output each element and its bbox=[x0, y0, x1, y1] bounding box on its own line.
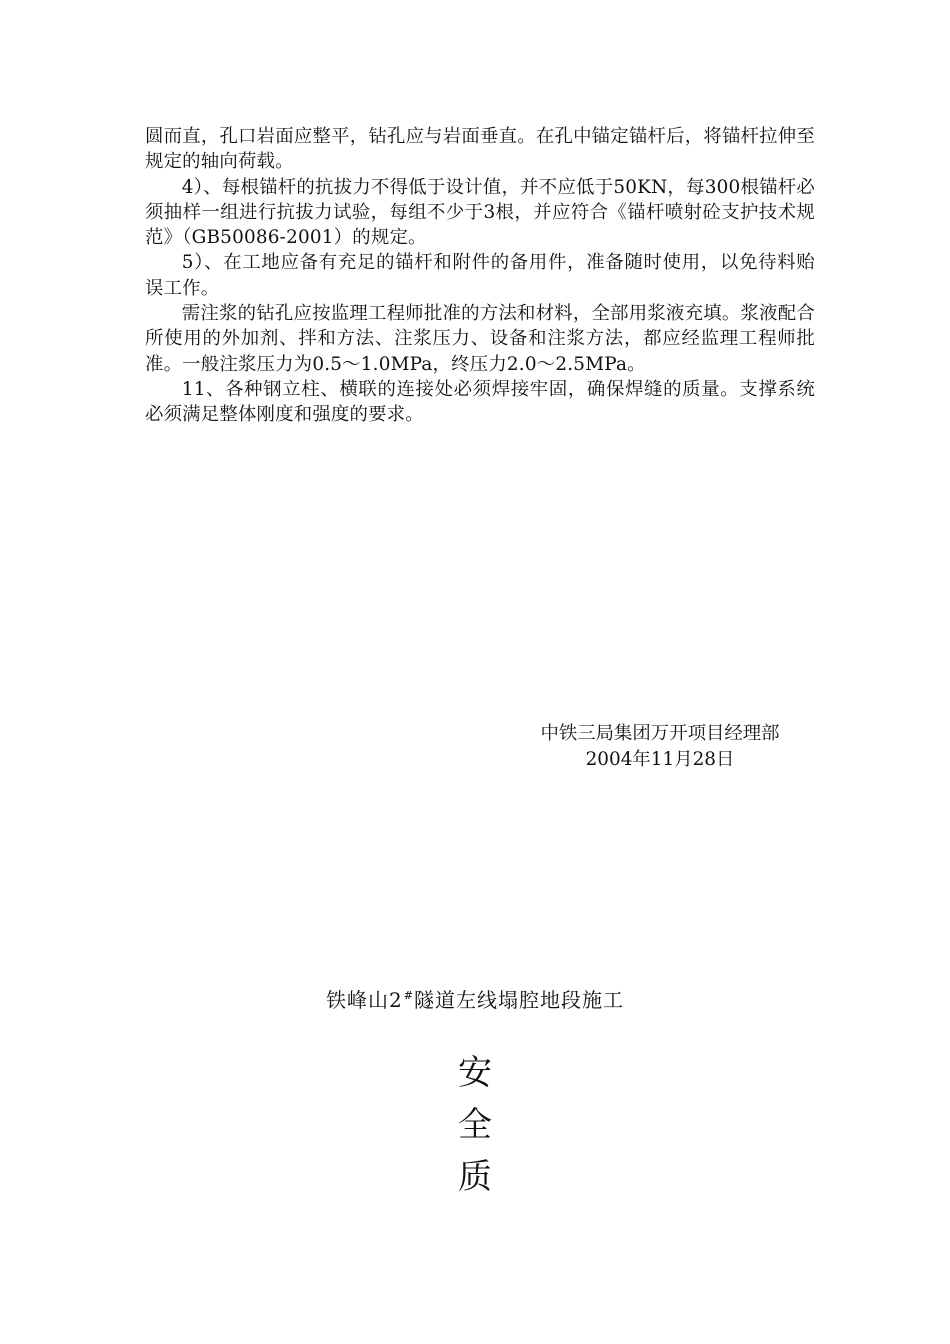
cover-title bbox=[0, 982, 950, 1014]
body-text bbox=[145, 124, 815, 428]
vertical-char: 全 bbox=[458, 1105, 492, 1145]
cover-vertical-heading bbox=[445, 1047, 505, 1203]
paragraph: 4）、每根锚杆的抗拔力不得低于设计值，并不应低于50KN，每300根锚杆必须抽样一组进行抗拔力试验，每组不少于3根，并应符合《锚杆喷射砼支护技术规范》（GB50086-2001）的规定。 bbox=[145, 176, 815, 249]
paragraph: 圆而直，孔口岩面应整平，钻孔应与岩面垂直。在孔中锚定锚杆后，将锚杆拉伸至规定的轴向荷载。 bbox=[145, 126, 815, 173]
vertical-char: 质 bbox=[458, 1157, 492, 1197]
signature-date: 2004年11月28日 bbox=[585, 748, 735, 770]
signature-organization: 中铁三局集团万开项目经理部 bbox=[540, 723, 780, 744]
cover-title-suffix: 隧道左线塌腔地段施工 bbox=[413, 988, 624, 1012]
cover-title-prefix: 铁峰山2 bbox=[326, 988, 403, 1012]
paragraph: 需注浆的钻孔应按监理工程师批准的方法和材料，全部用浆液充填。浆液配合所使用的外加剂、拌和方法、注浆压力、设备和注浆方法，都应经监理工程师批准。一般注浆压力为0.5～1.0MPa，终压力2.0～2.5MPa。 bbox=[145, 303, 815, 375]
cover-title-mark: # bbox=[403, 989, 414, 1002]
signature-block bbox=[470, 721, 850, 772]
vertical-char: 安 bbox=[458, 1053, 492, 1093]
paragraph: 11、各种钢立柱、横联的连接处必须焊接牢固，确保焊缝的质量。支撑系统必须满足整体刚度和强度的要求。 bbox=[145, 378, 815, 426]
paragraph: 5）、在工地应备有充足的锚杆和附件的备用件，准备随时使用，以免待料贻误工作。 bbox=[145, 252, 815, 299]
